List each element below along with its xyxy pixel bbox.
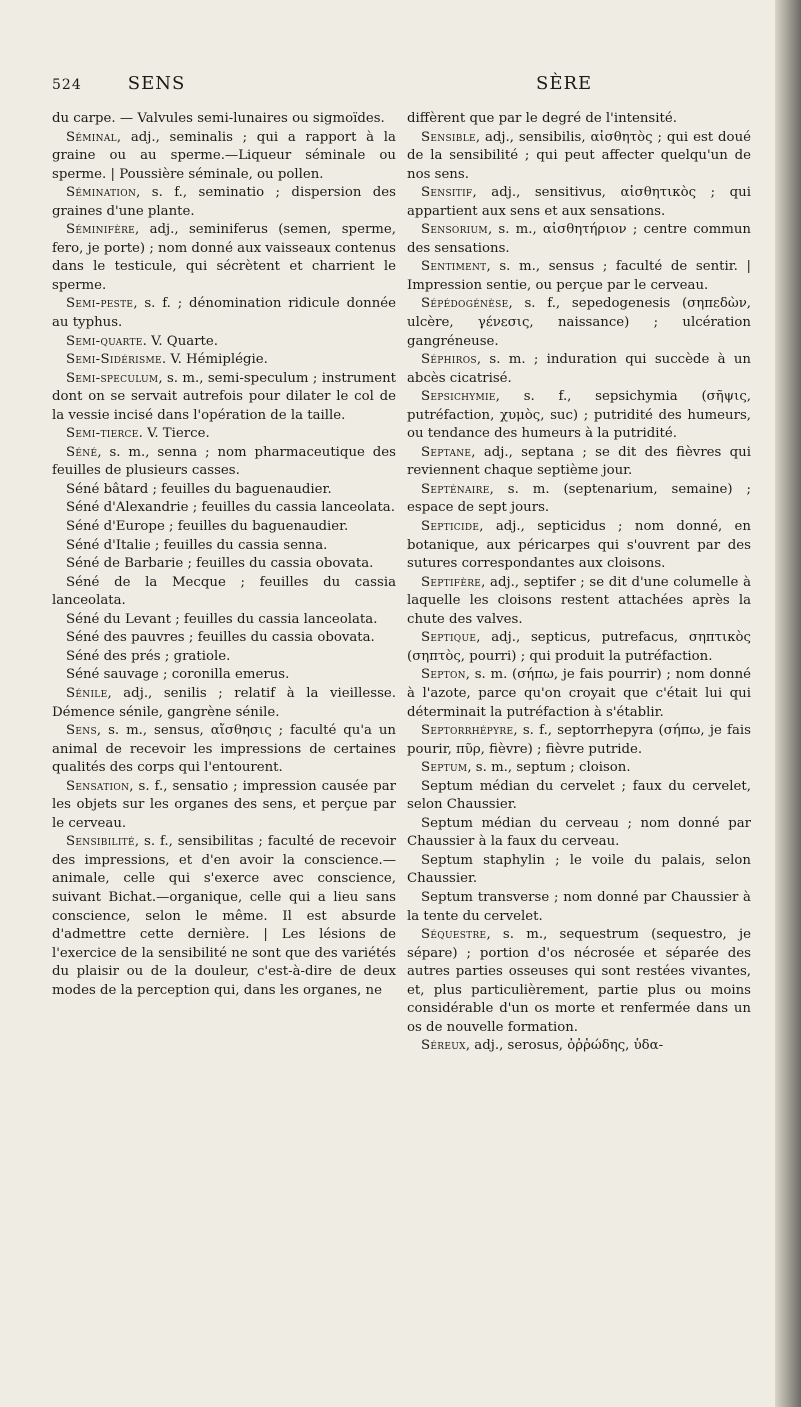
entry-text: , s. f., septorrhepyra (σήπω, je fais pourir, πῦρ, fièvre) ; fièvre putride. bbox=[407, 723, 751, 757]
entry-text: , adj., septana ; se dit des fièvres qui reviennent chaque septième jour. bbox=[407, 444, 751, 479]
dictionary-entry bbox=[52, 351, 396, 370]
entry-text: , adj., septicidus ; nom donné, en botanique, aux péricarpes qui s'ouvrent par des sutures correspondantes aux cloisons. bbox=[407, 519, 751, 572]
entry-text: , adj., senilis ; relatif à la vieillesse. Démence sénile, gangrène sénile. bbox=[52, 685, 396, 720]
entry-text: diffèrent que par le degré de l'intensité. bbox=[407, 111, 677, 126]
entry-text: Séné des prés ; gratiole. bbox=[66, 648, 231, 664]
entry-text: , s. m., sensus, αἴσθησις ; faculté qu'a un animal de recevoir les impressions de certaines qualités des corps qui l'entourent. bbox=[52, 723, 396, 776]
dictionary-entry bbox=[407, 388, 751, 444]
dictionary-entry bbox=[407, 926, 751, 1037]
entry-headword: Semi-peste bbox=[66, 296, 134, 312]
dictionary-entry bbox=[52, 555, 396, 574]
entry-headword: Septique bbox=[421, 630, 477, 646]
entry-headword: Séquestre bbox=[421, 927, 487, 943]
entry-text: , s. m., αἰσθητήριον ; centre commun des sensations. bbox=[407, 222, 751, 256]
entry-text: Séné sauvage ; coronilla emerus. bbox=[66, 667, 290, 683]
entry-headword: Sépédogénèse bbox=[421, 296, 509, 312]
dictionary-entry bbox=[407, 258, 751, 295]
entry-text: , adj., sensitivus, αἰσθητικὸς ; qui appartient aux sens et aux sensations. bbox=[407, 185, 751, 219]
left-column bbox=[52, 110, 396, 1000]
entry-text: , s. m., senna ; nom pharmaceutique des feuilles de plusieurs casses. bbox=[52, 444, 396, 479]
right-running-head: SÈRE bbox=[536, 73, 593, 94]
dictionary-entry bbox=[407, 778, 751, 815]
dictionary-entry bbox=[407, 759, 751, 778]
entry-text: . V. Quarte. bbox=[142, 333, 218, 349]
entry-text: , s. f., sepsichymia (σῆψις, putréfaction, χυμὸς, suc) ; putridité des humeurs, ou tendance des humeurs à la putridité. bbox=[407, 389, 751, 442]
dictionary-entry bbox=[52, 221, 396, 295]
dictionary-entry bbox=[52, 537, 396, 556]
dictionary-entry bbox=[52, 481, 396, 500]
dictionary-entry bbox=[52, 425, 396, 444]
dictionary-entry bbox=[407, 481, 751, 518]
dictionary-entry bbox=[52, 648, 396, 667]
entry-text: , adj., seminiferus (semen, sperme, fero, je porte) ; nom donné aux vaisseaux contenus dans le testicule, qui sécrètent et charrient le sperme. bbox=[52, 222, 396, 293]
dictionary-entry bbox=[407, 852, 751, 889]
entry-text: Séné de Barbarie ; feuilles du cassia obovata. bbox=[66, 556, 374, 572]
dictionary-entry bbox=[52, 629, 396, 648]
entry-headword: Septane bbox=[421, 444, 472, 460]
entry-headword: Sensible bbox=[421, 129, 476, 145]
entry-headword: Séminifère bbox=[66, 222, 136, 238]
dictionary-entry bbox=[407, 184, 751, 221]
entry-headword: Sénile bbox=[66, 685, 108, 701]
entry-text: Séné du Levant ; feuilles du cassia lanceolata. bbox=[66, 611, 378, 627]
entry-text: . V. Hémiplégie. bbox=[161, 352, 268, 368]
dictionary-entry bbox=[52, 666, 396, 685]
entry-headword: Septorrhépyre bbox=[421, 723, 514, 739]
entry-headword: Semi-speculum bbox=[66, 370, 159, 386]
dictionary-entry bbox=[52, 778, 396, 834]
entry-text: , adj., sensibilis, αἰσθητὸς ; qui est doué de la sensibilité ; qui peut affecter quelqu'un de nos sens. bbox=[407, 129, 751, 182]
entry-text: Séné de la Mecque ; feuilles du cassia lanceolata. bbox=[52, 574, 396, 609]
page-edge-shadow bbox=[775, 0, 801, 1407]
entry-text: Septum médian du cervelet ; faux du cervelet, selon Chaussier. bbox=[407, 778, 751, 813]
entry-text: , s. m., sequestrum (sequestro, je sépare) ; portion d'os nécrosée et séparée des autres parties osseuses qui sont restées vivantes, et, plus particulièrement, partie plus ou moins considérable d'un os morte et renfermée dans un os de nouvelle formation. bbox=[407, 927, 751, 1035]
entry-text: Séné bâtard ; feuilles du baguenaudier. bbox=[66, 481, 332, 497]
entry-headword: Septicide bbox=[421, 519, 480, 535]
dictionary-entry bbox=[407, 889, 751, 926]
entry-text: , s. m. (septenarium, semaine) ; espace de sept jours. bbox=[407, 481, 751, 516]
dictionary-entry bbox=[52, 295, 396, 332]
entry-headword: Sepsichymie bbox=[421, 389, 496, 405]
dictionary-entry bbox=[407, 444, 751, 481]
entry-text: . V. Tierce. bbox=[138, 426, 210, 442]
entry-text: Séné d'Italie ; feuilles du cassia senna. bbox=[66, 537, 328, 553]
entry-text: , s. m. (σήπω, je fais pourrir) ; nom donné à l'azote, parce qu'on croyait que c'était lui qui déterminait la putréfaction à s'établir. bbox=[407, 667, 751, 720]
entry-headword: Séné bbox=[66, 444, 98, 460]
entry-text: , s. m., septum ; cloison. bbox=[467, 760, 631, 776]
entry-headword: Sémination bbox=[66, 185, 137, 201]
dictionary-entry bbox=[407, 666, 751, 722]
entry-headword: Sentiment bbox=[421, 259, 487, 275]
entry-text: Septum médian du cerveau ; nom donné par Chaussier à la faux du cerveau. bbox=[407, 815, 751, 850]
dictionary-entry bbox=[52, 333, 396, 352]
dictionary-entry bbox=[52, 129, 396, 185]
entry-text: , adj., septicus, putrefacus, σηπτικὸς (σηπτὸς, pourri) ; qui produit la putréfaction. bbox=[407, 630, 751, 664]
dictionary-entry bbox=[407, 518, 751, 574]
dictionary-entry bbox=[52, 518, 396, 537]
dictionary-entry bbox=[407, 295, 751, 351]
dictionary-entry bbox=[407, 722, 751, 759]
dictionary-entry bbox=[407, 221, 751, 258]
dictionary-entry bbox=[407, 129, 751, 185]
entry-headword: Séminal bbox=[66, 129, 117, 145]
left-running-head bbox=[52, 73, 185, 94]
entry-text: Séné des pauvres ; feuilles du cassia obovata. bbox=[66, 630, 375, 646]
entry-text: , s. f., seminatio ; dispersion des graines d'une plante. bbox=[52, 185, 396, 219]
entry-headword: Septifère bbox=[421, 574, 482, 590]
entry-text: Séné d'Europe ; feuilles du baguenaudier. bbox=[66, 519, 349, 535]
dictionary-entry bbox=[52, 184, 396, 221]
dictionary-entry bbox=[52, 444, 396, 481]
dictionary-entry bbox=[407, 815, 751, 852]
dictionary-entry bbox=[407, 1037, 751, 1056]
entry-headword: Sensibilité bbox=[66, 834, 135, 850]
entry-text: Septum staphylin ; le voile du palais, selon Chaussier. bbox=[407, 852, 751, 887]
dictionary-entry bbox=[52, 110, 396, 129]
entry-text: , adj., seminalis ; qui a rapport à la graine ou au sperme.—Liqueur séminale ou sperme. | Poussière séminale, ou pollen. bbox=[52, 129, 396, 182]
dictionary-entry bbox=[407, 629, 751, 666]
entry-text: Séné d'Alexandrie ; feuilles du cassia lanceolata. bbox=[66, 500, 395, 516]
entry-text: , s. f., sensatio ; impression causée par les objets sur les organes des sens, et perçue par le cerveau. bbox=[52, 778, 396, 831]
entry-headword: Sensitif bbox=[421, 185, 473, 201]
entry-text: , s. f., sensibilitas ; faculté de recevoir des impressions, et d'en avoir la conscience.—animale, celle qui s'exerce avec conscience, suivant Bichat.—organique, celle qui a lieu sans conscience, selon le même. Il est absurde d'admettre cette dernière. | Les lésions de l'exercice de la sensibilité ne sont que des variétés du plaisir ou de la douleur, c'est-à-dire de deux modes de la perception qui, dans les organes, ne bbox=[52, 834, 396, 998]
left-head-word: SENS bbox=[127, 73, 186, 94]
entry-text: Septum transverse ; nom donné par Chaussier à la tente du cervelet. bbox=[407, 889, 751, 924]
dictionary-entry bbox=[52, 499, 396, 518]
page-number: 524 bbox=[52, 77, 82, 93]
dictionary-entry bbox=[407, 110, 751, 129]
entry-headword: Semi-quarte bbox=[66, 333, 143, 349]
dictionary-entry bbox=[407, 574, 751, 630]
entry-text: , s. m., sensus ; faculté de sentir. | Impression sentie, ou perçue par le cerveau. bbox=[407, 259, 751, 293]
entry-headword: Septénaire bbox=[421, 481, 490, 497]
entry-headword: Septon bbox=[421, 667, 466, 683]
entry-text: , adj., serosus, ὀῤῥώδης, ὑδα- bbox=[465, 1038, 664, 1054]
entry-headword: Sensation bbox=[66, 778, 130, 794]
dictionary-entry bbox=[407, 351, 751, 388]
entry-text: , s. m., semi-speculum ; instrument dont on se servait autrefois pour dilater le col de la vessie incisé dans l'opération de la taille. bbox=[52, 370, 396, 423]
entry-headword: Semi-tierce bbox=[66, 426, 139, 442]
entry-headword: Semi-Sidérisme bbox=[66, 352, 162, 368]
dictionary-entry bbox=[52, 574, 396, 611]
entry-headword: Sensorium bbox=[421, 222, 488, 238]
dictionary-entry bbox=[52, 833, 396, 1000]
entry-text: , adj., septifer ; se dit d'une columelle à laquelle les cloisons restent attachées après la chute des valves. bbox=[407, 574, 751, 627]
dictionary-entry bbox=[52, 611, 396, 630]
entry-text: , s. m. ; induration qui succède à un abcès cicatrisé. bbox=[407, 352, 751, 386]
entry-headword: Sens bbox=[66, 723, 97, 739]
dictionary-entry bbox=[52, 685, 396, 722]
entry-headword: Septum bbox=[421, 760, 468, 776]
entry-text: , s. f. ; dénomination ridicule donnée au typhus. bbox=[52, 296, 396, 331]
right-column bbox=[407, 110, 751, 1056]
dictionary-entry bbox=[52, 722, 396, 778]
entry-text: du carpe. — Valvules semi-lunaires ou sigmoïdes. bbox=[52, 111, 385, 126]
entry-headword: Séphiros bbox=[421, 352, 477, 368]
dictionary-entry bbox=[52, 370, 396, 426]
entry-text: , s. f., sepedogenesis (σηπεδὼν, ulcère, γένεσις, naissance) ; ulcération gangréneuse. bbox=[407, 296, 751, 349]
entry-headword: Séreux bbox=[421, 1038, 466, 1054]
